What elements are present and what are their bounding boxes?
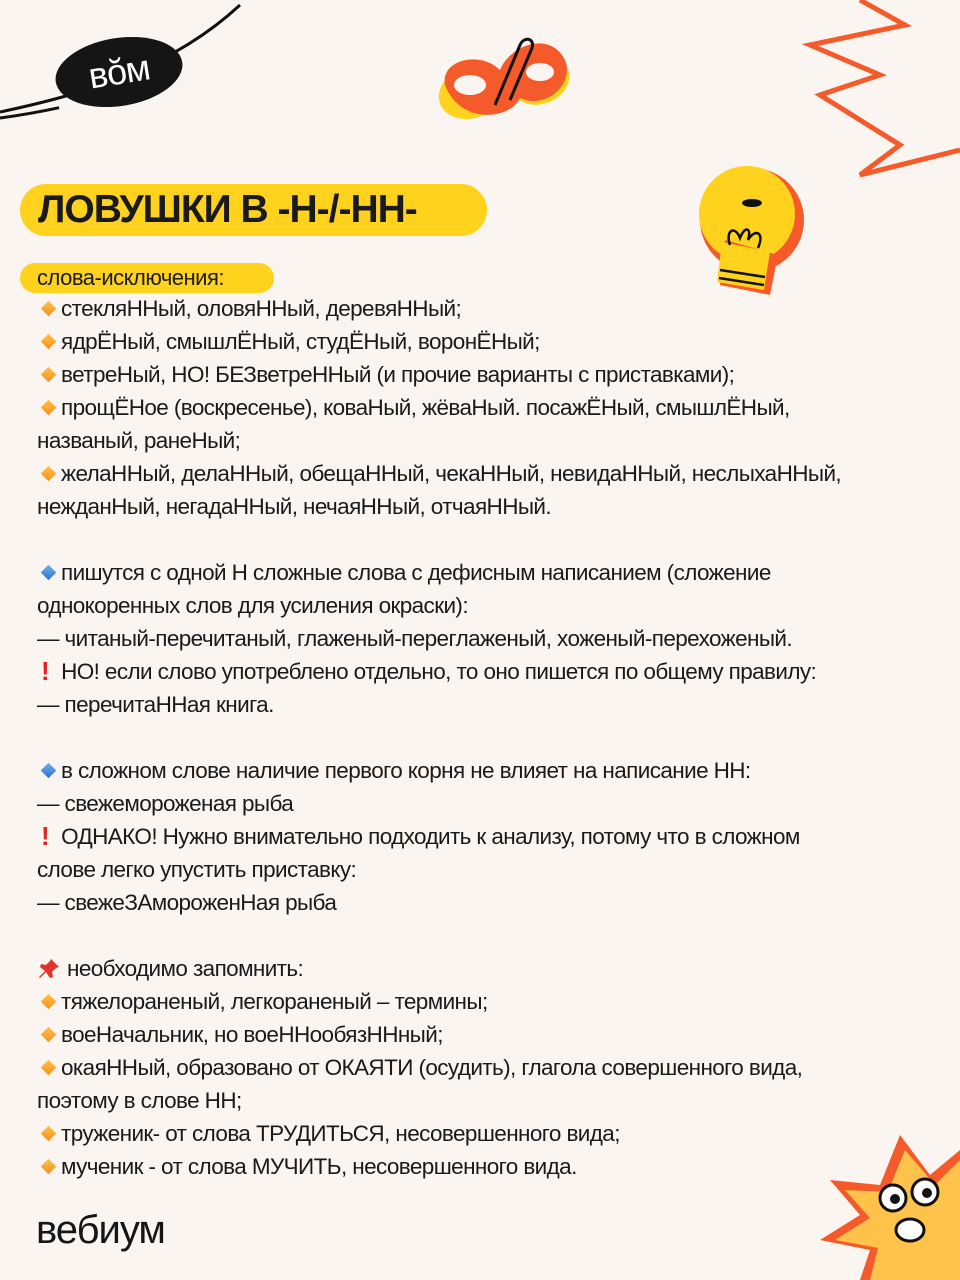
logo-text: вŏм [85,46,153,97]
page-title: ЛОВУШКИ В -Н-/-НН- [38,188,417,231]
orange-diamond-icon [41,367,57,383]
section-subtitle: слова-исключения: [37,265,224,290]
exclamation-icon: ! [41,821,50,851]
list-item: прощЁНое (воскресенье), коваНый, жёваНый. посажЁНый, смышлЁНый, [37,391,942,424]
warning-line: ! НО! если слово употреблено отдельно, то оно пишется по общему правилу: [41,656,817,686]
list-item: стекляННый, оловяННый, деревяННый; [37,292,942,325]
orange-diamond-icon [41,994,57,1010]
paperclip-sticker-icon [431,39,576,128]
example-line: — свежемороженая рыба [37,791,294,816]
memo-heading: необходимо запомнить: [37,952,942,985]
example-line: — свежеЗАмороженНая рыба [37,890,337,915]
orange-diamond-icon [41,400,57,416]
title-banner [20,184,487,236]
orange-diamond-icon [41,301,57,317]
list-item: тяжелораненый, легкораненый – термины; [37,985,942,1018]
example-line: — перечитаННая книга. [37,692,274,717]
lightbulb-icon [699,166,804,295]
exclamation-icon: ! [41,656,50,686]
rules-body [37,292,942,1183]
zigzag-icon [810,0,960,175]
list-item-continuation: однокоренных слов для усиления окраски): [37,593,468,618]
orange-diamond-icon [41,1060,57,1076]
orange-diamond-icon [41,1126,57,1142]
brand-logo: вебиум [36,1208,165,1252]
orange-diamond-icon [41,1159,57,1175]
subtitle-banner [20,263,274,293]
list-item: воеНачальник, но воеННообязННный; [37,1018,942,1051]
list-item: мученик - от слова МУЧИТЬ, несовершенного вида. [37,1150,942,1183]
list-item: в сложном слове наличие первого корня не влияет на написание НН: [37,754,942,787]
list-item-continuation: нежданНый, негадаННый, нечаяННый, отчаяННый. [37,494,552,519]
orange-diamond-icon [41,466,57,482]
example-line: — читаный-перечитаный, глаженый-переглаженый, хоженый-перехоженый. [37,626,793,651]
pushpin-icon [37,957,61,981]
list-item: ветреНый, НО! БЕЗветреННый (и прочие варианты с приставками); [37,358,942,391]
list-item: пишутся с одной Н сложные слова с дефисным написанием (сложение [37,556,942,589]
orange-diamond-icon [41,1027,57,1043]
list-item-continuation: названый, ранеНый; [37,428,241,453]
blue-diamond-icon [41,763,57,779]
list-item-continuation: слове легко упустить приставку: [37,857,357,882]
blue-diamond-icon [41,565,57,581]
list-item: желаННый, делаННый, обещаННый, чекаННый, невидаННый, неслыхаННый, [37,457,942,490]
list-item: окаяННый, образовано от ОКАЯТИ (осудить), глагола совершенного вида, [37,1051,942,1084]
list-item-continuation: поэтому в слове НН; [37,1088,242,1113]
orange-diamond-icon [41,334,57,350]
warning-line: ! ОДНАКО! Нужно внимательно подходить к анализу, потому что в сложном [41,821,800,851]
list-item: ядрЁНый, смышлЁНый, студЁНый, воронЁНый; [37,325,942,358]
list-item: труженик- от слова ТРУДИТЬСЯ, несовершенного вида; [37,1117,942,1150]
